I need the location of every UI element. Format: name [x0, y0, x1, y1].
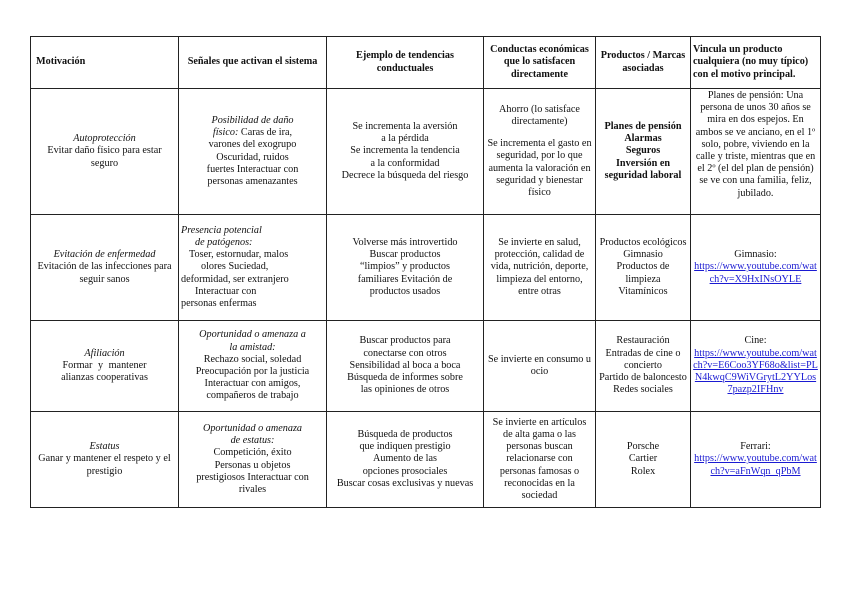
motivation-desc: Evitación de las infecciones para seguir sanos — [37, 261, 172, 285]
tendency-line: Aumento de las — [373, 453, 437, 465]
product-line: Restauración — [616, 335, 670, 347]
products-cell — [596, 89, 691, 215]
motivation-title: Estatus — [89, 441, 120, 453]
motivation-desc: Formar y mantener — [62, 359, 147, 371]
behavior-line: personas buscan — [506, 441, 573, 453]
tendency-line: productos usados — [369, 285, 441, 297]
product-line: Entradas de cine o — [605, 347, 681, 359]
behavior-line: de alta gama o las — [503, 428, 576, 440]
tendency-line: Buscar productos para — [359, 335, 451, 347]
product-line: Inversión en — [615, 157, 671, 169]
tendency-line: Buscar cosas exclusivas y nuevas — [336, 477, 474, 489]
tendency-line: “limpios” y productos — [360, 261, 450, 273]
tendencies-cell — [327, 321, 484, 412]
tendency-line: opciones prosociales — [362, 465, 448, 477]
product-line: Alarmas — [624, 133, 662, 145]
product-line: Productos ecológicos — [599, 236, 687, 248]
table-row — [31, 215, 821, 321]
motivation-desc: Evitar daño físico para estar seguro — [47, 145, 162, 169]
behavior-line: Se invierte en salud, — [498, 236, 581, 248]
signals-line: Preocupación por la justicia — [195, 366, 310, 377]
behavior-line: Se invierte en artículos — [492, 416, 587, 428]
product-line: Redes sociales — [613, 384, 673, 396]
ad-description: Planes de pensión: Una persona de unos 30 años se mira en dos espejos. En ambos se ve anciano, en el 1º solo, pobre, viviendo en la calle y triste, mientras que en el 2º (el del plan de pensión) se ve con una familia, feliz, jubilado. — [695, 90, 816, 199]
signals-line: prestigiosos Interactuar con — [196, 471, 309, 483]
behavior-line: personas famosas o — [499, 465, 580, 477]
product-line: Planes de pensión — [604, 120, 682, 132]
behavior-line: seguridad y bienestar — [496, 174, 583, 186]
link-cell — [691, 89, 821, 215]
signals-heading: Presencia potencial — [181, 224, 262, 236]
product-line: Rolex — [630, 465, 656, 477]
motivation-desc: Ganar y mantener el respeto y el prestigio — [38, 453, 171, 477]
table-row — [31, 412, 821, 508]
header-row — [31, 37, 821, 89]
products-cell — [596, 321, 691, 412]
signals-cell — [179, 412, 327, 508]
behaviors-cell — [484, 215, 596, 321]
behavior-line: sociedad — [521, 490, 558, 501]
signals-line: Rechazo social, soledad — [203, 353, 302, 365]
product-line: Partido de baloncesto — [599, 372, 687, 384]
signals-heading: Oportunidad o amenaza — [202, 422, 303, 434]
signals-heading: la amistad: — [229, 341, 276, 353]
products-cell — [596, 215, 691, 321]
motivation-title: Evitación de enfermedad — [53, 249, 156, 261]
behavior-line: ocio — [530, 366, 549, 377]
ad-label: Gimnasio: — [734, 249, 777, 261]
signals-line: Personas u objetos — [214, 459, 291, 471]
signals-line: varones del exogrupo — [208, 139, 297, 151]
tendency-line: familiares Evitación de — [357, 273, 453, 285]
signals-line: personas enfermas — [181, 298, 257, 309]
motivation-table — [30, 36, 821, 508]
behavior-line: seguridad, por lo que — [496, 150, 583, 162]
behavior-line: vida, nutrición, deporte, — [490, 261, 589, 273]
products-cell — [596, 412, 691, 508]
signals-line: Oscuridad, ruidos — [216, 151, 289, 163]
motivation-cell — [31, 215, 179, 321]
behavior-line: aumenta la valoración en — [488, 162, 591, 174]
tendencies-cell — [327, 412, 484, 508]
youtube-link[interactable]: https://www.youtube.com/watch?v=aFnWqn_qPbM — [694, 453, 817, 477]
product-line: Vitamínicos — [618, 285, 668, 297]
header-conductas: Conductas económicas que lo satisfacen directamente — [484, 37, 596, 89]
signals-line: Competición, éxito — [213, 447, 292, 459]
signals-heading: de patógenos: — [195, 236, 253, 248]
product-line: Productos de — [616, 261, 670, 273]
motivation-title: Afiliación — [84, 347, 125, 359]
behavior-line: Ahorro (lo satisface — [499, 103, 580, 115]
behavior-line: Se invierte en consumo u — [488, 353, 591, 365]
header-motivacion: Motivación — [31, 37, 179, 89]
product-line: Gimnasio — [623, 249, 663, 261]
tendency-line: Se incrementa la aversión — [352, 120, 458, 132]
tendency-line: Búsqueda de productos — [357, 428, 453, 440]
signals-heading: físico: — [212, 127, 239, 139]
behaviors-cell — [484, 412, 596, 508]
tendencies-cell — [327, 215, 484, 321]
signals-line: olores Suciedad, — [201, 261, 269, 273]
signals-line: Caras de ira, — [240, 127, 293, 139]
product-line: Seguros — [625, 145, 661, 157]
tendency-line: Se incrementa la tendencia — [350, 145, 460, 157]
tendency-line: conectarse con otros — [363, 347, 447, 359]
product-line: Cartier — [628, 453, 658, 465]
motivation-cell — [31, 412, 179, 508]
tendency-line: Búsqueda de informes sobre — [347, 372, 463, 384]
motivation-cell — [31, 321, 179, 412]
product-line: concierto — [624, 359, 662, 371]
table-row — [31, 89, 821, 215]
ad-label: Ferrari: — [740, 441, 771, 453]
signals-line: personas amenazantes — [207, 175, 298, 187]
signals-cell — [179, 321, 327, 412]
motivation-cell — [31, 89, 179, 215]
behavior-line: Se incrementa el gasto en — [487, 138, 592, 150]
signals-line: Interactuar con amigos, — [204, 378, 301, 390]
motivation-desc: alianzas cooperativas — [61, 372, 148, 384]
link-cell — [691, 215, 821, 321]
header-ejemplo: Ejemplo de tendencias conductuales — [327, 37, 484, 89]
tendency-line: Decrece la búsqueda del riesgo — [341, 169, 469, 181]
tendencies-cell — [327, 89, 484, 215]
header-vincula: Vincula un producto cualquiera (no muy típico) con el motivo principal. — [691, 37, 821, 89]
tendency-line: que indiquen prestigio — [359, 441, 451, 453]
youtube-link[interactable]: https://www.youtube.com/watch?v=E6Coo3YF68o&list=PLN4kwqC9WiVGrytL2YYLos7pazp2IFHnv — [693, 347, 818, 396]
signals-cell — [179, 215, 327, 321]
behavior-line: limpieza del entorno, — [496, 273, 583, 285]
behavior-line: reconocidas en la — [504, 477, 575, 489]
behaviors-cell — [484, 89, 596, 215]
behaviors-cell — [484, 321, 596, 412]
signals-cell — [179, 89, 327, 215]
ad-label: Cine: — [744, 335, 767, 347]
tendency-line: Sensibilidad al boca a boca — [349, 359, 461, 371]
tendency-line: a la pérdida — [381, 133, 429, 145]
product-line: seguridad laboral — [604, 169, 682, 181]
tendency-line: a la conformidad — [370, 157, 440, 169]
table-row — [31, 321, 821, 412]
signals-line: compañeros de trabajo — [206, 390, 299, 402]
signals-line: Toser, estornudar, malos — [189, 249, 289, 261]
product-line: limpieza — [625, 273, 661, 285]
link-cell — [691, 321, 821, 412]
signals-heading: Posibilidad de daño — [211, 114, 294, 126]
signals-line: deformidad, ser extranjero — [181, 273, 289, 285]
link-cell — [691, 412, 821, 508]
signals-line: fuertes Interactuar con — [206, 163, 299, 175]
header-productos: Productos / Marcas asociadas — [596, 37, 691, 89]
motivation-title: Autoprotección — [73, 133, 136, 145]
tendency-line: Volverse más introvertido — [352, 236, 458, 248]
signals-line: rivales — [238, 483, 267, 495]
signals-heading: de estatus: — [230, 435, 275, 447]
behavior-line: directamente) — [511, 115, 568, 127]
behavior-line: protección, calidad de — [494, 249, 585, 261]
tendency-line: Buscar productos — [369, 249, 441, 261]
behavior-line: entre otras — [518, 285, 561, 297]
behavior-line: físico — [528, 187, 551, 198]
signals-heading: Oportunidad o amenaza a — [199, 329, 306, 341]
behavior-line: relacionarse con — [506, 453, 573, 465]
product-line: Porsche — [626, 441, 660, 453]
tendency-line: las opiniones de otros — [360, 384, 450, 396]
signals-line: Interactuar con — [195, 285, 257, 297]
youtube-link[interactable]: https://www.youtube.com/watch?v=X9HxINsOYLE — [694, 261, 817, 285]
header-senales: Señales que activan el sistema — [179, 37, 327, 89]
